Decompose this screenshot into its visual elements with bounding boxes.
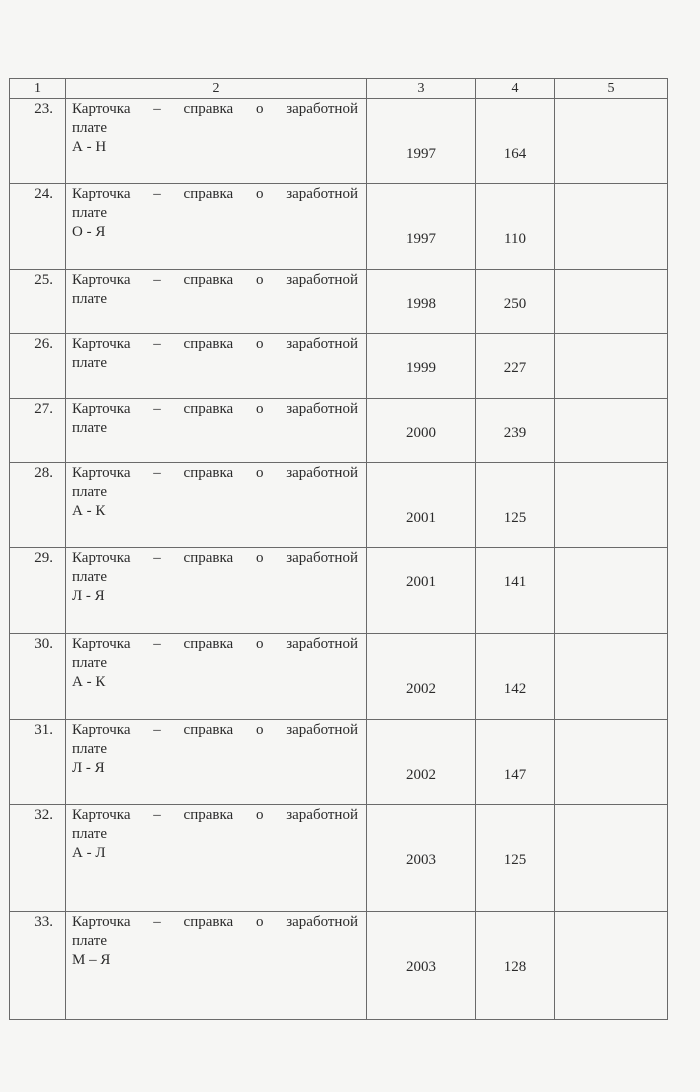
note-cell	[555, 912, 668, 1020]
count-cell	[476, 99, 555, 184]
description-line-2: плате	[72, 484, 107, 500]
letter-range: О - Я	[72, 224, 106, 240]
description-line-1: Карточка – справка о заработной	[72, 186, 358, 202]
count-cell	[476, 634, 555, 720]
inventory-table	[9, 78, 668, 1020]
item-description	[66, 334, 367, 399]
year-cell	[367, 99, 476, 184]
note-cell	[555, 463, 668, 548]
year-cell	[367, 912, 476, 1020]
year-cell	[367, 805, 476, 912]
note-cell	[555, 805, 668, 912]
year-value: 2000	[406, 425, 436, 441]
letter-range: М – Я	[72, 952, 111, 968]
letter-range: А - Н	[72, 139, 107, 155]
description-line-1: Карточка – справка о заработной	[72, 550, 358, 566]
description-line-2: плате	[72, 826, 107, 842]
row-number: 29.	[10, 548, 66, 634]
note-cell	[555, 334, 668, 399]
year-value: 1998	[406, 296, 436, 312]
count-value: 141	[503, 574, 527, 590]
note-cell	[555, 399, 668, 463]
item-description	[66, 99, 367, 184]
item-description	[66, 912, 367, 1020]
table-row	[10, 548, 668, 634]
count-value: 125	[503, 510, 527, 526]
letter-range: А - К	[72, 674, 106, 690]
row-number: 33.	[10, 912, 66, 1020]
count-value: 110	[504, 231, 526, 247]
item-description	[66, 399, 367, 463]
table-row	[10, 334, 668, 399]
count-cell	[476, 912, 555, 1020]
description-line-1: Карточка – справка о заработной	[72, 336, 358, 352]
note-cell	[555, 720, 668, 805]
description-line-2: плате	[72, 420, 107, 436]
letter-range: А - Л	[72, 845, 106, 861]
count-value: 142	[503, 681, 527, 697]
year-cell	[367, 634, 476, 720]
count-cell	[476, 805, 555, 912]
item-description	[66, 463, 367, 548]
table-row	[10, 463, 668, 548]
description-line-2: плате	[72, 355, 107, 371]
year-cell	[367, 463, 476, 548]
description-line-2: плате	[72, 741, 107, 757]
letter-range: А - К	[72, 503, 106, 519]
year-cell	[367, 548, 476, 634]
year-cell	[367, 720, 476, 805]
year-value: 2003	[406, 852, 436, 868]
table-row	[10, 184, 668, 270]
item-description	[66, 720, 367, 805]
count-value: 239	[503, 425, 527, 441]
row-number: 32.	[10, 805, 66, 912]
header-row	[10, 79, 668, 99]
count-cell	[476, 184, 555, 270]
row-number: 27.	[10, 399, 66, 463]
item-description	[66, 634, 367, 720]
year-value: 2003	[406, 959, 436, 975]
header-cell-5: 5	[555, 79, 668, 99]
note-cell	[555, 184, 668, 270]
year-value: 2002	[406, 681, 436, 697]
count-cell	[476, 270, 555, 334]
row-number: 30.	[10, 634, 66, 720]
count-value: 250	[503, 296, 527, 312]
item-description	[66, 270, 367, 334]
year-value: 1997	[406, 146, 436, 162]
letter-range: Л - Я	[72, 588, 105, 604]
description-line-1: Карточка – справка о заработной	[72, 101, 358, 117]
description-line-2: плате	[72, 933, 107, 949]
header-cell-4: 4	[476, 79, 555, 99]
count-cell	[476, 720, 555, 805]
description-line-2: плате	[72, 569, 107, 585]
note-cell	[555, 270, 668, 334]
table-row	[10, 270, 668, 334]
row-number: 25.	[10, 270, 66, 334]
description-line-1: Карточка – справка о заработной	[72, 465, 358, 481]
count-value: 128	[503, 959, 527, 975]
header-cell-1: 1	[10, 79, 66, 99]
letter-range: Л - Я	[72, 760, 105, 776]
year-cell	[367, 270, 476, 334]
description-line-1: Карточка – справка о заработной	[72, 272, 358, 288]
item-description	[66, 184, 367, 270]
header-cell-3: 3	[367, 79, 476, 99]
row-number: 23.	[10, 99, 66, 184]
year-value: 2002	[406, 767, 436, 783]
table-row	[10, 399, 668, 463]
count-value: 147	[503, 767, 527, 783]
count-cell	[476, 548, 555, 634]
count-value: 164	[503, 146, 527, 162]
header-cell-2: 2	[66, 79, 367, 99]
table-row	[10, 99, 668, 184]
year-value: 1999	[406, 360, 436, 376]
description-line-1: Карточка – справка о заработной	[72, 722, 358, 738]
note-cell	[555, 548, 668, 634]
year-value: 2001	[406, 510, 436, 526]
description-line-1: Карточка – справка о заработной	[72, 914, 358, 930]
count-cell	[476, 334, 555, 399]
table-row	[10, 634, 668, 720]
note-cell	[555, 99, 668, 184]
row-number: 31.	[10, 720, 66, 805]
year-cell	[367, 399, 476, 463]
year-value: 2001	[406, 574, 436, 590]
count-value: 125	[503, 852, 527, 868]
table-row	[10, 805, 668, 912]
table-row	[10, 720, 668, 805]
year-cell	[367, 334, 476, 399]
count-cell	[476, 399, 555, 463]
note-cell	[555, 634, 668, 720]
count-value: 227	[503, 360, 527, 376]
item-description	[66, 805, 367, 912]
year-value: 1997	[406, 231, 436, 247]
count-cell	[476, 463, 555, 548]
description-line-2: плате	[72, 120, 107, 136]
row-number: 28.	[10, 463, 66, 548]
item-description	[66, 548, 367, 634]
description-line-2: плате	[72, 291, 107, 307]
description-line-1: Карточка – справка о заработной	[72, 807, 358, 823]
description-line-2: плате	[72, 655, 107, 671]
year-cell	[367, 184, 476, 270]
description-line-2: плате	[72, 205, 107, 221]
row-number: 24.	[10, 184, 66, 270]
description-line-1: Карточка – справка о заработной	[72, 401, 358, 417]
description-line-1: Карточка – справка о заработной	[72, 636, 358, 652]
table-row	[10, 912, 668, 1020]
row-number: 26.	[10, 334, 66, 399]
